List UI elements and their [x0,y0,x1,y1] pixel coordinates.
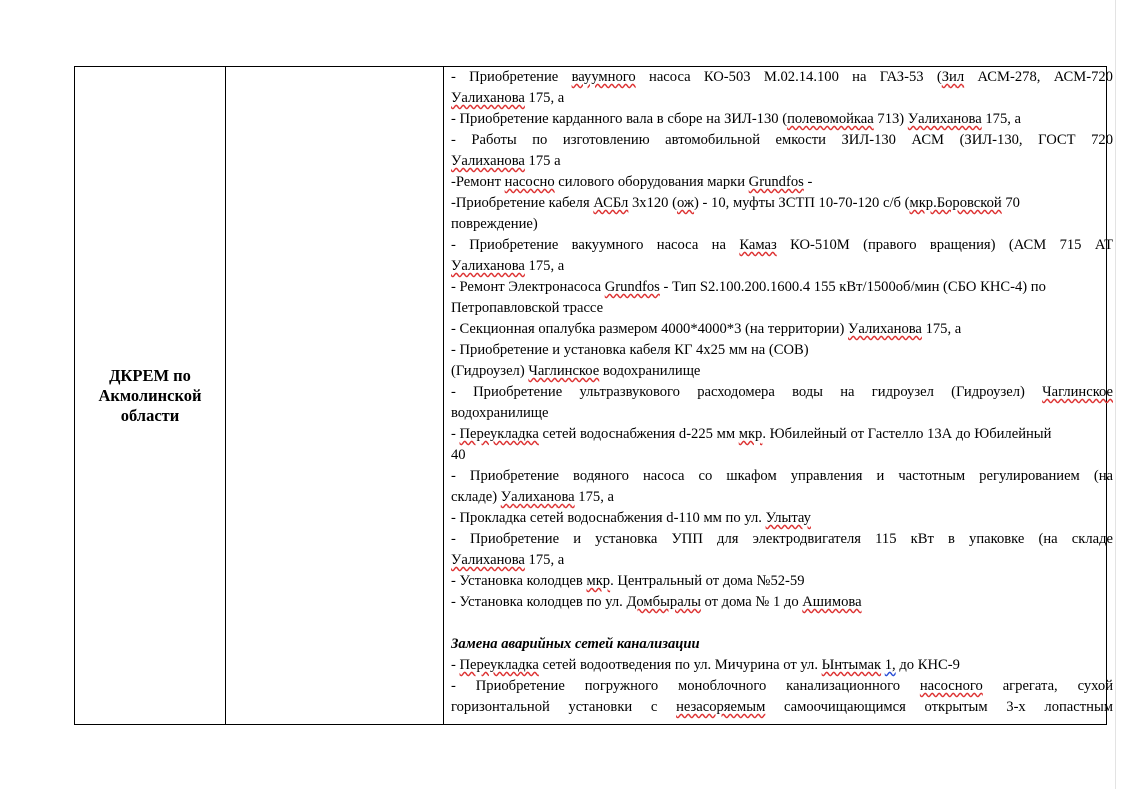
text-line [451,256,1113,277]
text-segment: - [451,426,460,442]
text-segment: полевомойкаа [787,111,874,127]
text-segment: Чаглинское [528,363,600,379]
text-segment: 70 [1001,195,1020,211]
text-segment: водохранилище [451,405,549,421]
text-segment: - [803,174,813,190]
text-segment: Уалиханова [848,321,922,337]
text-segment: Переукладка [459,657,539,673]
text-segment: Grundfos [604,279,660,295]
text-line [451,109,1113,130]
text-line [451,67,1113,88]
text-segment: водохранилище [599,363,701,379]
text-segment: 175, а [574,489,614,505]
text-line [451,151,1113,172]
text-segment: от дома № 1 до [700,594,803,610]
text-segment: самоочищающимся открытым 3-х лопастным [765,699,1113,715]
text-segment: Уалиханова [451,258,525,274]
organization-name: ДКРЕМ по Акмолинской области [98,365,202,425]
text-segment: 175, а [524,90,565,106]
text-segment: - Тип S2.100.200.1600.4 155 кВт/1500об/мин (СБО КНС-4) по [659,279,1046,295]
content-cell [444,67,1113,725]
text-segment: 175, а [524,552,565,568]
text-line [451,592,1113,613]
text-segment: Замена аварийных сетей канализации [451,636,700,652]
text-line [451,655,1113,676]
text-line [451,424,1113,445]
section-title [451,634,1113,655]
text-segment: 1, [884,657,896,673]
text-segment: - Ремонт Электронасоса [451,279,605,295]
text-segment: Ашимова [802,594,862,610]
text-segment: Чаглинское [1042,384,1113,400]
text-segment: горизонтальной установки с [451,699,677,715]
text-line [451,445,1113,466]
text-segment: вауумного [571,69,636,85]
text-segment: АСМ-278, АСМ-720 [964,69,1113,85]
text-segment: ож [677,195,695,211]
text-segment: складе) [451,489,501,505]
text-segment: 713) [873,111,908,127]
text-segment: Уалиханова [451,90,525,106]
text-line [451,214,1113,235]
text-segment: - Приобретение вакуумного насоса на [451,237,740,253]
text-segment: Петропавловской трассе [451,300,604,316]
text-segment: -Приобретение кабеля [451,195,594,211]
text-segment: АСБл [593,195,629,211]
text-segment: Уалиханова [907,111,982,127]
text-line [451,466,1113,487]
text-segment: Уалиханова [500,489,575,505]
text-line [451,508,1113,529]
page-edge-line [1115,0,1116,789]
text-segment: Ынтымак [821,657,882,673]
text-segment: - Приобретение и установка УПП для электродвигателя 115 кВт в упаковке (на складе [451,531,1113,547]
text-segment: - Установка колодцев по ул. [451,594,627,610]
text-segment: насоса КО-503 М.02.14.100 на ГАЗ-53 ( [635,69,942,85]
text-segment: Домбыралы [626,594,701,610]
text-segment: сетей водоотведения по ул. Мичурина от ул. [538,657,822,673]
table-row [75,67,1107,725]
text-segment: - Секционная опалубка размером 4000*4000*3 (на территории) [451,321,849,337]
text-segment: - Установка колодцев [451,573,587,589]
text-segment: мкр [738,426,763,442]
text-segment: 40 [451,447,466,463]
text-segment: . Юбилейный от Гастелло 13А до Юбилейный [762,426,1052,442]
text-segment: (Гидроузел) [451,363,529,379]
text-segment: - Работы по изготовлению автомобильной емкости ЗИЛ-130 АСМ (ЗИЛ-130, ГОСТ 720 [451,132,1113,148]
text-segment: 175 а [524,153,561,169]
text-segment: - Приобретение ультразвукового расходомера воды на гидроузел (Гидроузел) [451,384,1043,400]
text-segment: - Приобретение и установка кабеля КГ 4х25 мм на (СОВ) [451,342,809,358]
text-line [451,529,1113,550]
empty-cell [226,67,444,725]
text-line [451,193,1113,214]
text-line [451,319,1113,340]
text-segment: - Приобретение карданного вала в сборе на ЗИЛ-130 ( [451,111,788,127]
organization-cell [75,67,226,725]
document-table [74,66,1113,725]
text-line [451,571,1113,592]
text-segment: Переукладка [459,426,539,442]
text-segment: - Приобретение водяного насоса со шкафом управления и частотным регулированием (на [451,468,1113,484]
text-line [451,172,1113,193]
text-segment: мкр [586,573,611,589]
text-segment: насосно [504,174,555,190]
text-line [451,382,1113,403]
text-segment: КО-510М (правого вращения) (АСМ 715 АТ [776,237,1113,253]
text-line [451,88,1113,109]
text-line [451,130,1113,151]
text-segment: до КНС-9 [895,657,960,673]
text-line [451,676,1113,697]
text-segment: Уалиханова [451,552,525,568]
text-segment: 175, а [981,111,1022,127]
text-segment: Зил [941,69,965,85]
text-segment: Камаз [739,237,777,253]
text-line [451,298,1113,319]
text-segment: незасоряемым [676,699,766,715]
text-line [451,235,1113,256]
text-segment: сетей водоснабжения d-225 мм [538,426,739,442]
text-segment: насосного [919,678,983,694]
text-line [451,277,1113,298]
blank-line [451,613,1113,634]
text-segment: -Ремонт [451,174,505,190]
text-segment: 175, а [524,258,565,274]
text-segment: - Приобретение [451,69,572,85]
text-line [451,403,1113,424]
text-segment: агрегата, сухой [982,678,1113,694]
text-segment: - [451,657,460,673]
text-line [451,487,1113,508]
text-segment: . Центральный от дома №52-59 [610,573,805,589]
text-segment: силового оборудования марки [554,174,749,190]
text-line [451,361,1113,382]
text-segment: мкр.Боровской [909,195,1002,211]
text-segment: 175, а [921,321,962,337]
text-segment: - Прокладка сетей водоснабжения d-110 мм по ул. [451,510,766,526]
text-segment: 3х120 ( [628,195,677,211]
text-segment: Grundfos [748,174,804,190]
text-segment: ) - 10, муфты ЗСТП 10-70-120 с/б ( [694,195,910,211]
text-segment: Улытау [765,510,811,526]
text-segment: - Приобретение погружного моноблочного канализационного [451,678,920,694]
text-line [451,340,1113,361]
text-segment: повреждение) [451,216,538,232]
content-text-block [451,67,1113,718]
text-line [451,550,1113,571]
text-line [451,697,1113,718]
text-segment: Уалиханова [451,153,525,169]
